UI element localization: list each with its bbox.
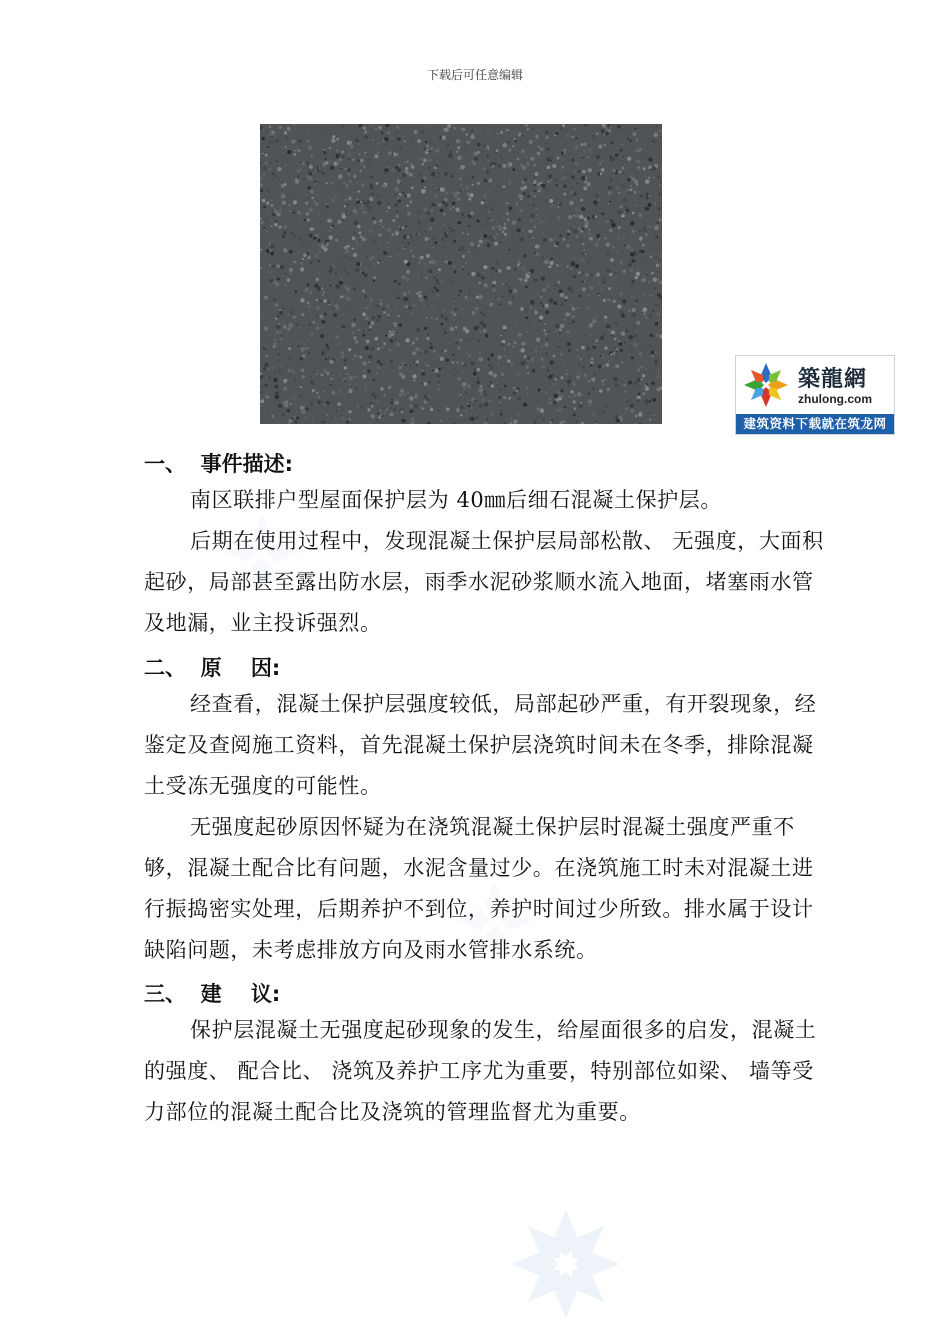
paragraph-cause-1: 经查看，混凝土保护层强度较低，局部起砂严重，有开裂现象，经鉴定及查阅施工资料，首先混凝土保护层浇筑时间未在冬季，排除混凝土受冻无强度的可能性。 (144, 692, 817, 798)
logo-name: 築龍網 (798, 366, 868, 392)
watermark-star-icon (510, 1208, 622, 1320)
section-heading-cause: 二、 原 因: (144, 656, 281, 680)
logo-slogan: 建筑资料下载就在筑龙网 (736, 414, 894, 434)
paragraph-event-1: 南区联排户型屋面保护层为 40㎜后细石混凝土保护层。 (190, 488, 722, 512)
paragraph-suggestion-1: 保护层混凝土无强度起砂现象的发生，给屋面很多的启发，混凝土的强度、 配合比、 浇筑及养护工序尤为重要，特别部位如梁、 墙等受力部位的混凝土配合比及浇筑的管理监督尤为重要。 (144, 1018, 817, 1124)
section-heading-suggestion: 三、 建 议: (144, 982, 281, 1006)
zhulong-logo (735, 355, 895, 435)
section-heading-event: 一、 事件描述: (144, 452, 294, 476)
zhulong-star-icon (740, 360, 792, 410)
watermark-star-icon (455, 880, 535, 960)
paragraph-event-2: 后期在使用过程中，发现混凝土保护层局部松散、 无强度，大面积起砂，局部甚至露出防水层，雨季水泥砂浆顺水流入地面，堵塞雨水管及地漏，业主投诉强烈。 (144, 529, 824, 635)
logo-url: zhulong.com (798, 392, 872, 406)
watermark-star-icon (222, 512, 302, 592)
header-note: 下载后可任意编辑 (426, 68, 523, 82)
gravel-surface-photo (260, 124, 662, 424)
paragraph-cause-2: 无强度起砂原因怀疑为在浇筑混凝土保护层时混凝土强度严重不够，混凝土配合比有问题，水泥含量过少。在浇筑施工时未对混凝土进行振捣密实处理，后期养护不到位，养护时间过少所致。排水属于设计缺陷问题，未考虑排放方向及雨水管排水系统。 (144, 815, 814, 962)
